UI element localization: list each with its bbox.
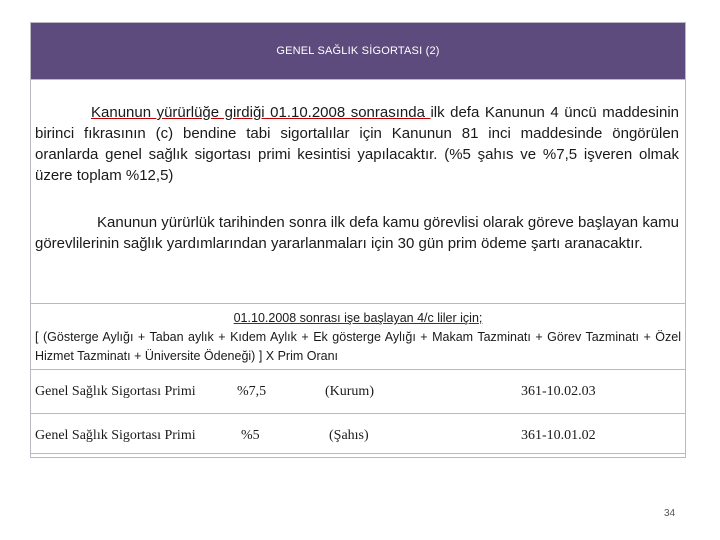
- table-row: [30, 370, 686, 414]
- premium-name: Genel Sağlık Sigortası Primi: [35, 384, 196, 399]
- formula-title: 01.10.2008 sonrası işe başlayan 4/c liler için;: [233, 311, 483, 325]
- text-section: [30, 80, 686, 304]
- page-number: 34: [664, 508, 676, 519]
- premium-rate: %7,5: [237, 384, 267, 399]
- table-row: [30, 414, 686, 458]
- paragraph-2: [35, 212, 679, 254]
- slide-header: [30, 22, 686, 80]
- account-code: 361-10.01.02: [521, 428, 596, 443]
- premium-type: (Kurum): [325, 384, 374, 399]
- paragraph-1-text: ilk defa Kanunun 4 üncü maddesinin birinci fıkrasının (c) bendine tabi sigortalılar için Kanunun 81 inci maddesinde öngörülen oranlarda genel sağlık sigortası primi kesintisi yapılacaktır. (%5 şahıs ve %7,5 işveren olmak üzere toplam %12,5): [35, 104, 679, 184]
- paragraph-1: [35, 102, 679, 186]
- account-code: 361-10.02.03: [521, 384, 596, 399]
- formula-section: [30, 304, 686, 370]
- paragraph-2-text: Kanunun yürürlük tarihinden sonra ilk defa kamu görevlisi olarak göreve başlayan kamu görevlilerinin sağlık yardımlarından yararlanmaları için 30 gün prim ödeme şartı aranacaktır.: [35, 214, 679, 252]
- slide-title: GENEL SAĞLIK SİGORTASI (2): [276, 45, 440, 57]
- formula-text: [ (Gösterge Aylığı + Taban aylık + Kıdem Aylık + Ek gösterge Aylığı + Makam Tazminatı + Görev Tazminatı + Özel Hizmet Tazminatı + Üniversite Ödeneği) ] X Prim Oranı: [35, 330, 681, 363]
- premium-rate: %5: [241, 428, 260, 443]
- premium-name: Genel Sağlık Sigortası Primi: [35, 428, 196, 443]
- premium-type: (Şahıs): [329, 428, 369, 443]
- paragraph-1-underlined: Kanunun yürürlüğe girdiği 01.10.2008 sonrasında: [91, 104, 431, 121]
